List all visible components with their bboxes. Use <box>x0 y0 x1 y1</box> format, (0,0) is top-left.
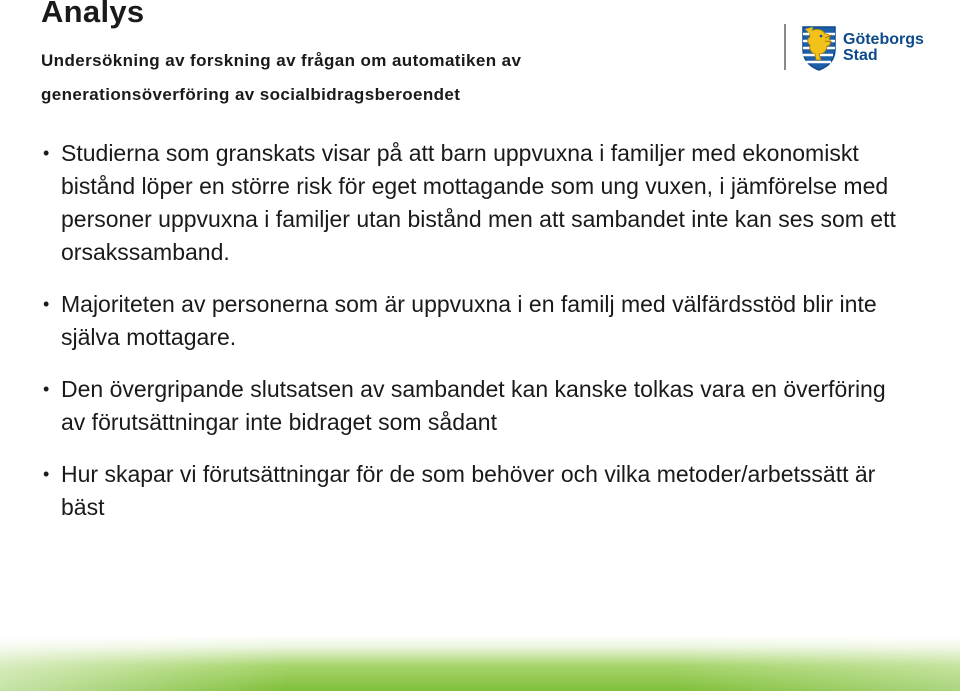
bullet-text: Hur skapar vi förutsättningar för de som behöver och vilka metoder/arbetssätt är bäst <box>61 461 876 520</box>
page-subtitle: Undersökning av forskning av frågan om automatiken av generationsöverföring av socialbidragsberoendet <box>41 51 522 104</box>
logo-line-2: Stad <box>843 47 878 64</box>
goteborgs-stad-logo <box>784 24 944 72</box>
coat-of-arms-icon <box>801 25 837 71</box>
footer-gradient-band <box>0 636 960 691</box>
bullet-text: Den övergripande slutsatsen av sambandet kan kanske tolkas vara en överföring av förutsättningar inte bidraget som sådant <box>61 376 886 435</box>
bullet-item <box>42 373 902 439</box>
bullet-item <box>42 288 902 354</box>
bullet-text: Studierna som granskats visar på att barn uppvuxna i familjer med ekonomiskt bistånd löper en större risk för eget mottagande som ung vuxen, i jämförelse med personer uppvuxna i familjer utan bistånd men att sambandet inte kan ses som ett orsakssamband. <box>61 140 896 265</box>
logo-line-1: Göteborgs <box>843 31 924 48</box>
bullet-item <box>42 458 902 524</box>
logo-wordmark <box>843 32 924 64</box>
bullet-marker: • <box>43 379 50 399</box>
bullet-text: Majoriteten av personerna som är uppvuxna i en familj med välfärdsstöd blir inte själva mottagare. <box>61 291 877 350</box>
bullet-marker: • <box>43 294 50 314</box>
bullet-marker: • <box>43 464 50 484</box>
logo-divider <box>784 24 786 70</box>
bullet-item <box>42 137 902 269</box>
bullet-list <box>42 137 902 543</box>
bullet-marker: • <box>43 143 50 163</box>
page-title: Analys <box>41 0 145 29</box>
